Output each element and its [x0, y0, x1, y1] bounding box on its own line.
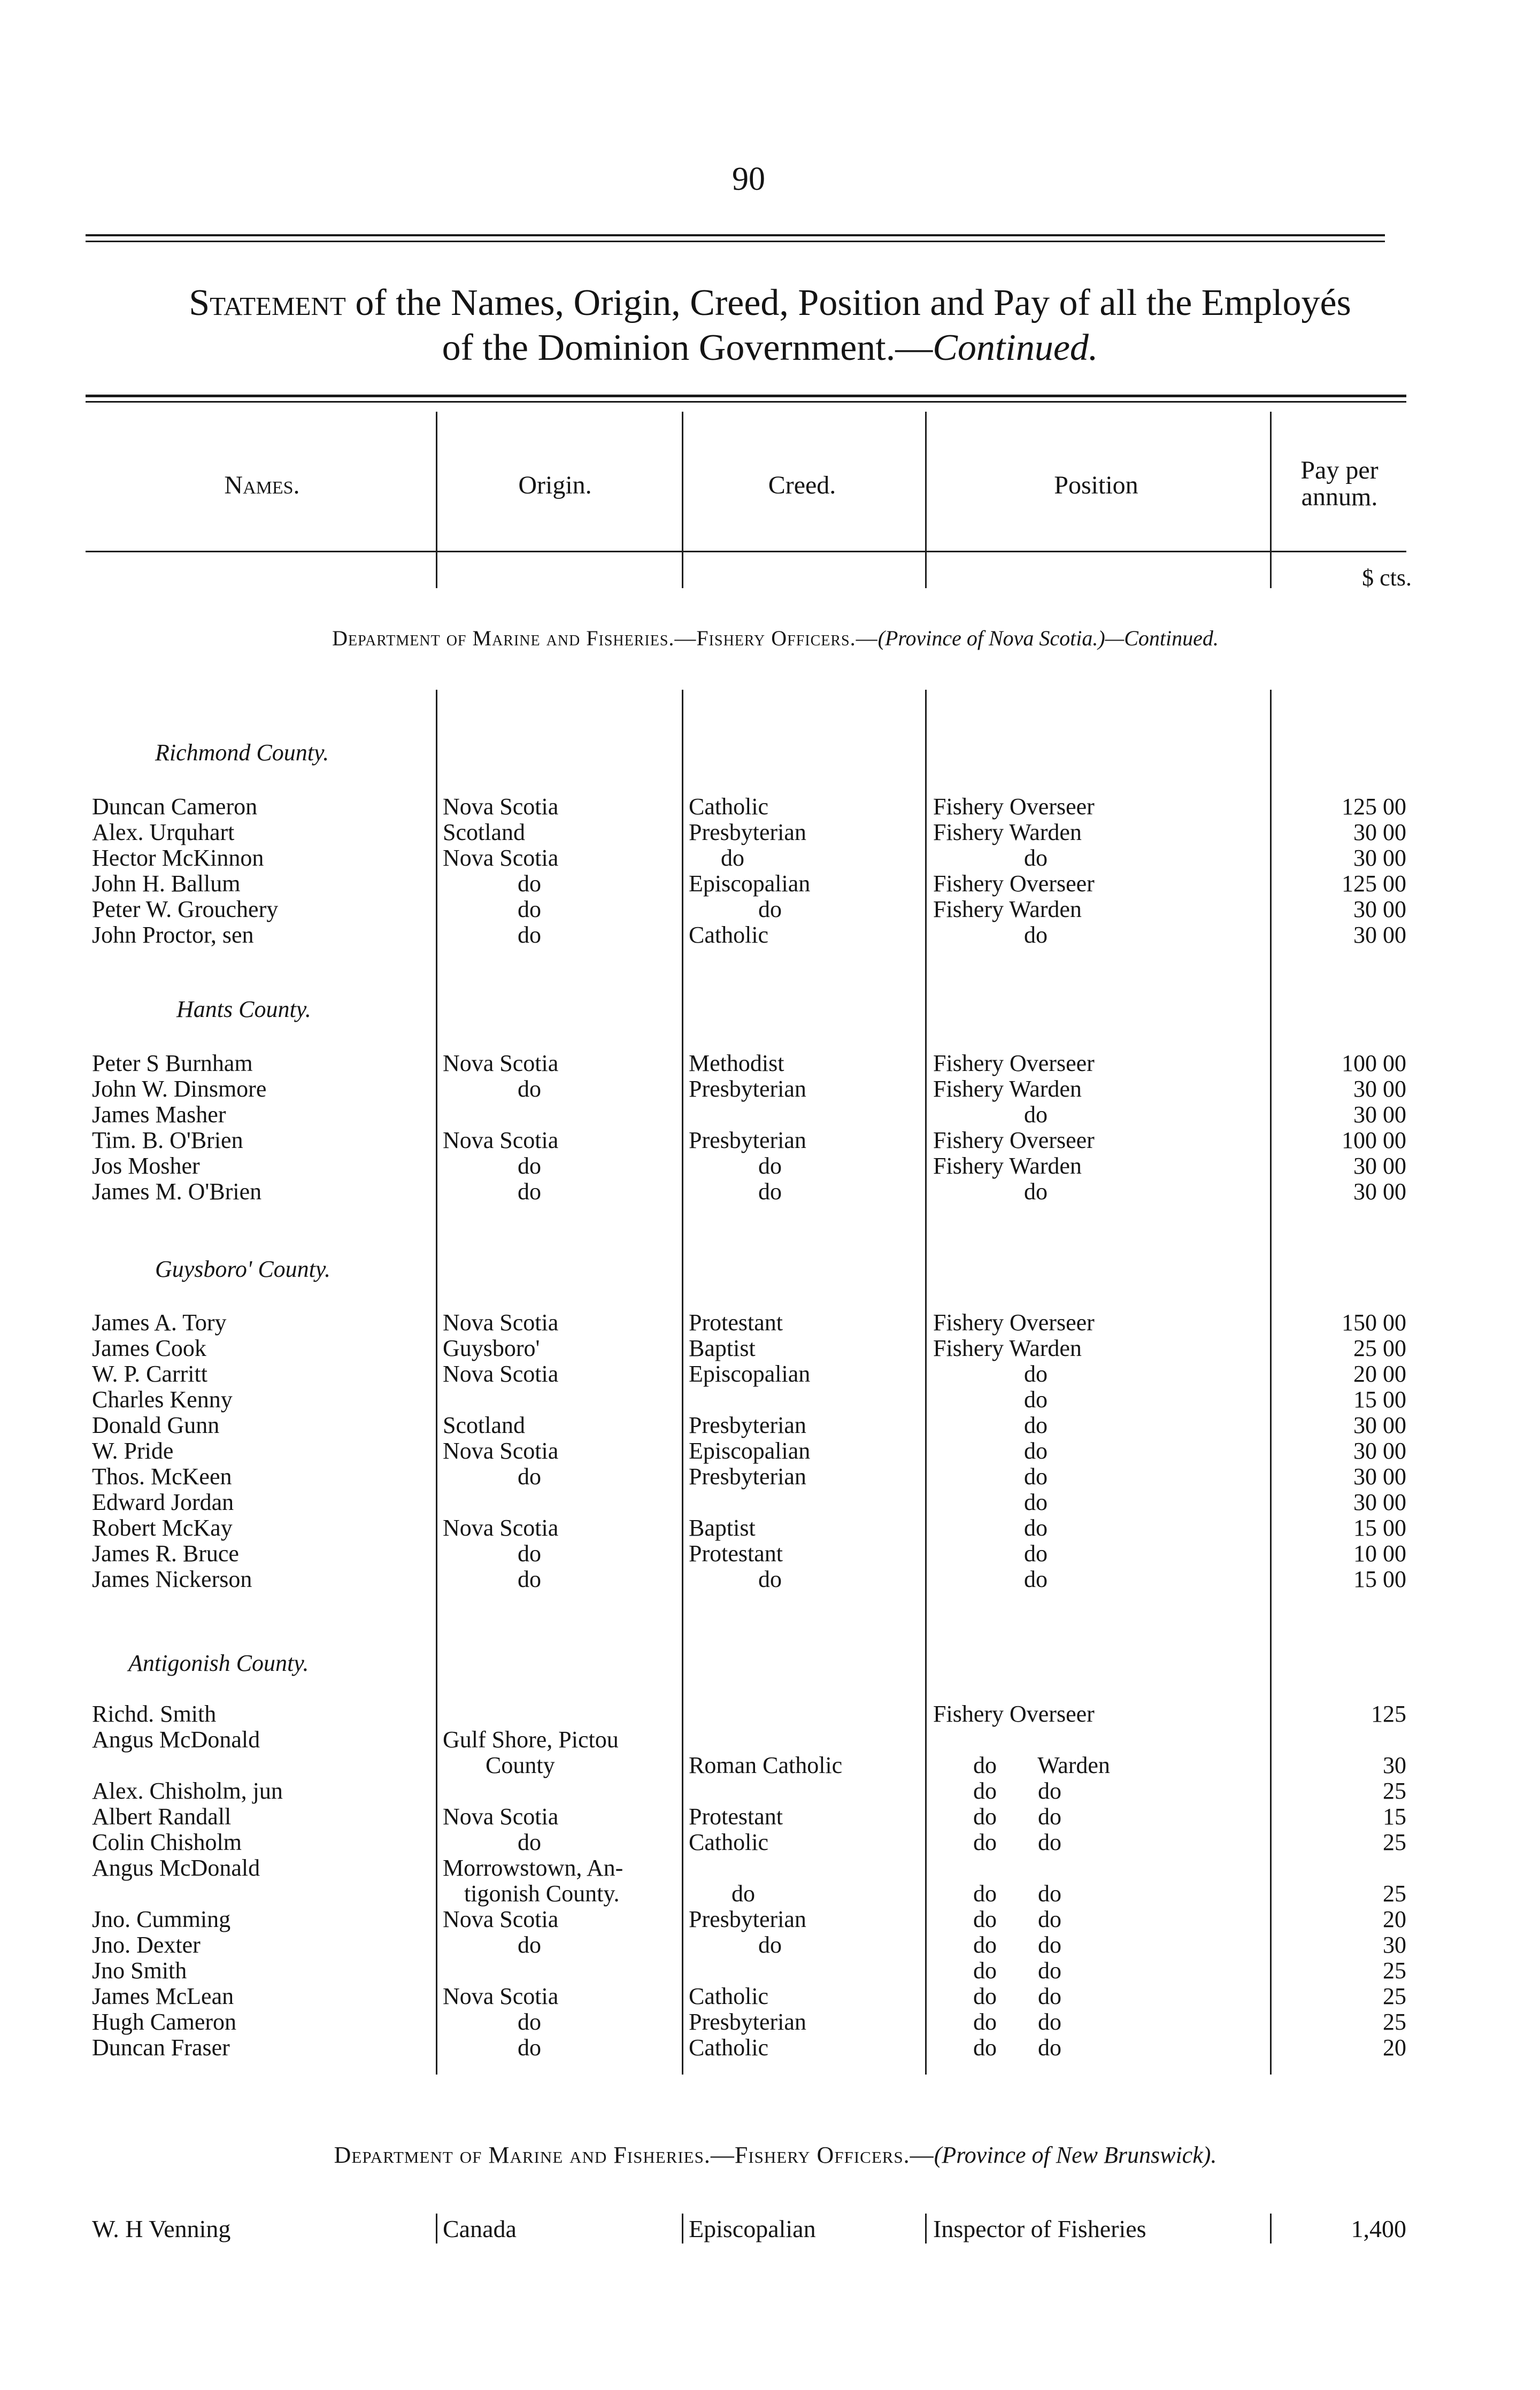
- cell-pay: 25: [1383, 2009, 1406, 2035]
- cell-position: do do: [973, 2009, 1061, 2035]
- cell-pay: 100 00: [1342, 1050, 1406, 1076]
- table-row: [0, 897, 1540, 922]
- table-row: [0, 1701, 1540, 1727]
- cell-pay: 25: [1383, 1983, 1406, 2009]
- table-row: [0, 1179, 1540, 1205]
- cell-position: do do: [973, 1957, 1061, 1984]
- table-row: [0, 1932, 1540, 1958]
- cell-creed: Presbyterian: [689, 1906, 806, 1932]
- table-row: [0, 1387, 1540, 1413]
- cell-position: do: [1024, 1386, 1048, 1413]
- cell-origin: Nova Scotia: [443, 793, 559, 820]
- cell-creed: Presbyterian: [689, 2009, 806, 2035]
- cell-creed: Presbyterian: [689, 819, 806, 845]
- cell-pay: 15 00: [1353, 1515, 1406, 1541]
- cell-name: Angus McDonald: [92, 1855, 260, 1881]
- table-row: [0, 1438, 1540, 1464]
- cell-name: John Proctor, sen: [92, 922, 254, 948]
- cell-pay: 150 00: [1342, 1309, 1406, 1336]
- title-lead: Statement: [189, 282, 346, 323]
- cell-name: James Nickerson: [92, 1566, 252, 1592]
- cell-origin: do: [518, 1566, 541, 1592]
- cell-pay: 25: [1383, 1778, 1406, 1804]
- table-row: [0, 1984, 1540, 2009]
- cell-origin: do: [518, 1932, 541, 1958]
- cell-pay: 20 00: [1353, 1361, 1406, 1387]
- cell-creed: Baptist: [689, 1515, 756, 1541]
- cell-pay: 125: [1371, 1701, 1406, 1727]
- cell-name: Tim. B. O'Brien: [92, 1127, 243, 1153]
- cell-position: Fishery Overseer: [933, 1050, 1095, 1076]
- cell-origin: Nova Scotia: [443, 845, 559, 871]
- department-heading-new-brunswick: [96, 2141, 1454, 2169]
- cell-position: do: [1024, 1101, 1048, 1128]
- title-continued: Continued.: [933, 327, 1098, 368]
- cell-origin: do: [518, 2034, 541, 2061]
- cell-name: John H. Ballum: [92, 870, 241, 897]
- cell-name: Colin Chisholm: [92, 1829, 242, 1855]
- cell-pay: 30 00: [1353, 1489, 1406, 1515]
- cell-origin: Nova Scotia: [443, 1438, 559, 1464]
- cell-position: do: [1024, 1463, 1048, 1490]
- cell-origin: Guysboro': [443, 1335, 540, 1361]
- cell-pay: 30 00: [1353, 896, 1406, 922]
- cell-origin: Scotland: [443, 819, 525, 845]
- table-row: [0, 2035, 1540, 2061]
- cell-name: Duncan Fraser: [92, 2034, 230, 2061]
- cell-pay: 30 00: [1353, 1076, 1406, 1102]
- cell-pay: 30 00: [1353, 1463, 1406, 1490]
- cell-creed: do: [732, 1880, 755, 1907]
- cell-position: Fishery Warden: [933, 1335, 1082, 1361]
- cell-pay: 15: [1383, 1803, 1406, 1830]
- header-divider-4: [1270, 412, 1272, 588]
- cell-name: Peter W. Grouchery: [92, 896, 279, 922]
- cell-pay: 20: [1383, 2034, 1406, 2061]
- cell-position: Fishery Overseer: [933, 1127, 1095, 1153]
- cell-name: Peter S Burnham: [92, 1050, 253, 1076]
- cell-origin: do: [518, 896, 541, 922]
- title-line1: of the Names, Origin, Creed, Position and Pay of all the Employés: [355, 282, 1351, 323]
- table-row: [0, 1567, 1540, 1592]
- cell-name: John W. Dinsmore: [92, 1076, 267, 1102]
- header-rule-top-2: [86, 401, 1406, 403]
- cell-origin: do: [518, 870, 541, 897]
- cell-position: do: [1024, 1515, 1048, 1541]
- table-row: [0, 845, 1540, 871]
- table-row: [0, 1881, 1540, 1907]
- cell-name: Charles Kenny: [92, 1386, 233, 1413]
- county-heading: Hants County.: [176, 996, 311, 1022]
- cell-position: Inspector of Fisheries: [933, 2215, 1146, 2242]
- cell-origin: tigonish County.: [464, 1880, 620, 1907]
- header-rule-bottom: [86, 551, 1406, 552]
- cell-origin: Nova Scotia: [443, 1127, 559, 1153]
- table-row: [0, 1153, 1540, 1179]
- table-row: [0, 1515, 1540, 1541]
- header-rule-top-1: [86, 395, 1406, 397]
- cell-origin: do: [518, 1540, 541, 1567]
- cell-creed: Presbyterian: [689, 1463, 806, 1490]
- table-row: [0, 1753, 1540, 1778]
- county-heading: Guysboro' County.: [155, 1256, 331, 1282]
- department-province: (Province of New Brunswick).: [934, 2142, 1217, 2168]
- top-rule-1: [86, 234, 1385, 236]
- cell-pay: 30 00: [1353, 922, 1406, 948]
- table-row: [0, 1804, 1540, 1830]
- cell-pay: 125 00: [1342, 793, 1406, 820]
- cell-position: do: [1024, 1178, 1048, 1205]
- cell-name: Richd. Smith: [92, 1701, 217, 1727]
- cell-position: do: [1024, 1540, 1048, 1567]
- table-row: [0, 794, 1540, 820]
- cell-origin: Scotland: [443, 1412, 525, 1438]
- cell-origin: do: [518, 1178, 541, 1205]
- table-row: [0, 820, 1540, 845]
- cell-position: do do: [973, 1829, 1061, 1855]
- cell-pay: 30 00: [1353, 819, 1406, 845]
- cell-pay: 15 00: [1353, 1566, 1406, 1592]
- cell-position: do: [1024, 1438, 1048, 1464]
- cell-position: do do: [973, 1906, 1061, 1932]
- table-row: [0, 1464, 1540, 1490]
- county-heading: Richmond County.: [155, 739, 329, 766]
- table-row: [0, 1727, 1540, 1753]
- cell-creed: Episcopalian: [689, 870, 811, 897]
- statement-title: [86, 281, 1454, 371]
- cell-name: James McLean: [92, 1983, 234, 2009]
- cell-position: Fishery Overseer: [933, 1309, 1095, 1336]
- cell-origin: do: [518, 2009, 541, 2035]
- nb-divider-2: [682, 2214, 683, 2243]
- cell-origin: Gulf Shore, Pictou: [443, 1726, 619, 1753]
- cell-position: do do: [973, 1778, 1061, 1804]
- table-row: [0, 1128, 1540, 1153]
- cell-creed: Protestant: [689, 1803, 783, 1830]
- cell-name: Jos Mosher: [92, 1153, 200, 1179]
- cell-position: do: [1024, 845, 1048, 871]
- cell-origin: do: [518, 1829, 541, 1855]
- cell-position: do: [1024, 1412, 1048, 1438]
- cell-position: do: [1024, 1566, 1048, 1592]
- cell-name: Hector McKinnon: [92, 845, 264, 871]
- cell-name: James R. Bruce: [92, 1540, 239, 1567]
- table-row: [0, 1076, 1540, 1102]
- table-row: [0, 1310, 1540, 1336]
- cell-pay: 25 00: [1353, 1335, 1406, 1361]
- cell-name: James Masher: [92, 1101, 226, 1128]
- cell-position: Fishery Warden: [933, 1153, 1082, 1179]
- cell-pay: 30 00: [1353, 1101, 1406, 1128]
- col-head-position: Position: [1054, 471, 1138, 499]
- cell-name: Donald Gunn: [92, 1412, 220, 1438]
- cell-position: Fishery Overseer: [933, 870, 1095, 897]
- cell-name: Jno. Dexter: [92, 1932, 201, 1958]
- cell-pay: 25: [1383, 1957, 1406, 1984]
- cell-pay: 1,400: [1351, 2215, 1406, 2242]
- cell-creed: Roman Catholic: [689, 1752, 843, 1778]
- cell-name: W. Pride: [92, 1438, 174, 1464]
- cell-position: do do: [973, 1803, 1061, 1830]
- cell-position: do Warden: [973, 1752, 1110, 1778]
- cell-origin: do: [518, 922, 541, 948]
- cell-pay: 125 00: [1342, 870, 1406, 897]
- cell-position: Fishery Warden: [933, 896, 1082, 922]
- table-row: [0, 2216, 1540, 2242]
- cell-origin: do: [518, 1076, 541, 1102]
- table-row: [0, 2009, 1540, 2035]
- cell-name: W. H Venning: [92, 2215, 231, 2242]
- cell-origin: do: [518, 1153, 541, 1179]
- cell-position: Fishery Overseer: [933, 793, 1095, 820]
- cell-pay: 20: [1383, 1906, 1406, 1932]
- page-number: 90: [732, 161, 765, 197]
- table-row: [0, 1830, 1540, 1855]
- table-row: [0, 1336, 1540, 1361]
- table-row: [0, 1541, 1540, 1567]
- cell-pay: 25: [1383, 1829, 1406, 1855]
- cell-pay: 10 00: [1353, 1540, 1406, 1567]
- cell-name: Robert McKay: [92, 1515, 233, 1541]
- cell-creed: do: [758, 1566, 782, 1592]
- cell-creed: Catholic: [689, 2034, 769, 2061]
- table-row: [0, 871, 1540, 897]
- department-province: (Province of Nova Scotia.)—Continued.: [877, 626, 1219, 650]
- top-rule-2: [86, 241, 1385, 242]
- cell-origin: do: [518, 1463, 541, 1490]
- col-head-pay-unit: $ cts.: [1362, 565, 1412, 591]
- cell-position: do: [1024, 1361, 1048, 1387]
- header-divider-3: [925, 412, 927, 588]
- cell-creed: Episcopalian: [689, 1438, 811, 1464]
- cell-creed: do: [758, 1153, 782, 1179]
- cell-creed: Protestant: [689, 1309, 783, 1336]
- cell-creed: do: [758, 1178, 782, 1205]
- cell-origin: Nova Scotia: [443, 1050, 559, 1076]
- cell-creed: Catholic: [689, 1983, 769, 2009]
- cell-name: Edward Jordan: [92, 1489, 234, 1515]
- cell-creed: do: [721, 845, 744, 871]
- cell-name: Jno Smith: [92, 1957, 187, 1984]
- cell-name: Duncan Cameron: [92, 793, 258, 820]
- table-row: [0, 922, 1540, 948]
- table-row: [0, 1051, 1540, 1076]
- cell-pay: 30 00: [1353, 845, 1406, 871]
- county-heading: Antigonish County.: [128, 1650, 309, 1676]
- cell-position: Fishery Overseer: [933, 1701, 1095, 1727]
- nb-divider-1: [436, 2214, 437, 2243]
- col-head-pay-line2: annum.: [1301, 483, 1378, 511]
- cell-name: Angus McDonald: [92, 1726, 260, 1753]
- department-text: Department of Marine and Fisheries.—Fishery Officers.—: [334, 2142, 934, 2168]
- cell-creed: do: [758, 1932, 782, 1958]
- cell-pay: 25: [1383, 1880, 1406, 1907]
- cell-creed: Presbyterian: [689, 1412, 806, 1438]
- cell-creed: do: [758, 896, 782, 922]
- table-row: [0, 1958, 1540, 1984]
- cell-creed: Catholic: [689, 793, 769, 820]
- cell-origin: Nova Scotia: [443, 1906, 559, 1932]
- cell-creed: Baptist: [689, 1335, 756, 1361]
- nb-divider-4: [1270, 2214, 1272, 2243]
- cell-pay: 30 00: [1353, 1153, 1406, 1179]
- cell-origin: County: [486, 1752, 555, 1778]
- col-head-origin: Origin.: [518, 471, 592, 499]
- cell-name: James A. Tory: [92, 1309, 227, 1336]
- cell-position: do: [1024, 1489, 1048, 1515]
- header-divider-2: [682, 412, 683, 588]
- cell-origin: Nova Scotia: [443, 1361, 559, 1387]
- cell-origin: Canada: [443, 2215, 517, 2242]
- cell-creed: Catholic: [689, 1829, 769, 1855]
- cell-position: do do: [973, 1880, 1061, 1907]
- table-row: [0, 1361, 1540, 1387]
- cell-creed: Episcopalian: [689, 1361, 811, 1387]
- cell-name: Thos. McKeen: [92, 1463, 232, 1490]
- cell-position: Fishery Warden: [933, 819, 1082, 845]
- department-text: Department of Marine and Fisheries.—Fishery Officers.—: [332, 626, 878, 650]
- col-head-pay: [1267, 457, 1412, 511]
- col-head-creed: Creed.: [768, 471, 836, 499]
- cell-origin: Nova Scotia: [443, 1983, 559, 2009]
- nb-divider-3: [925, 2214, 927, 2243]
- table-row: [0, 1102, 1540, 1128]
- cell-name: Albert Randall: [92, 1803, 232, 1830]
- cell-name: Alex. Urquhart: [92, 819, 235, 845]
- cell-position: do do: [973, 1932, 1061, 1958]
- cell-origin: Nova Scotia: [443, 1515, 559, 1541]
- cell-pay: 15 00: [1353, 1386, 1406, 1413]
- cell-creed: Episcopalian: [689, 2215, 816, 2242]
- title-line2: of the Dominion Government.—: [442, 327, 933, 368]
- table-row: [0, 1907, 1540, 1932]
- cell-creed: Presbyterian: [689, 1127, 806, 1153]
- col-head-names: Names.: [224, 471, 300, 499]
- cell-position: do do: [973, 1983, 1061, 2009]
- cell-position: do do: [973, 2034, 1061, 2061]
- cell-pay: 30: [1383, 1932, 1406, 1958]
- cell-origin: Morrowstown, An-: [443, 1855, 623, 1881]
- cell-creed: Catholic: [689, 922, 769, 948]
- cell-origin: Nova Scotia: [443, 1309, 559, 1336]
- table-row: [0, 1855, 1540, 1881]
- cell-creed: Methodist: [689, 1050, 784, 1076]
- cell-pay: 100 00: [1342, 1127, 1406, 1153]
- cell-pay: 30 00: [1353, 1178, 1406, 1205]
- cell-pay: 30: [1383, 1752, 1406, 1778]
- table-row: [0, 1413, 1540, 1438]
- cell-name: James Cook: [92, 1335, 206, 1361]
- cell-name: Jno. Cumming: [92, 1906, 231, 1932]
- cell-name: W. P. Carritt: [92, 1361, 207, 1387]
- table-row: [0, 1778, 1540, 1804]
- cell-creed: Presbyterian: [689, 1076, 806, 1102]
- cell-pay: 30 00: [1353, 1438, 1406, 1464]
- table-row: [0, 1490, 1540, 1515]
- cell-position: do: [1024, 922, 1048, 948]
- cell-name: James M. O'Brien: [92, 1178, 262, 1205]
- cell-creed: Protestant: [689, 1540, 783, 1567]
- cell-name: Hugh Cameron: [92, 2009, 237, 2035]
- header-divider-1: [436, 412, 437, 588]
- cell-position: Fishery Warden: [933, 1076, 1082, 1102]
- cell-name: Alex. Chisholm, jun: [92, 1778, 283, 1804]
- cell-origin: Nova Scotia: [443, 1803, 559, 1830]
- col-head-pay-line1: Pay per: [1300, 456, 1379, 484]
- cell-pay: 30 00: [1353, 1412, 1406, 1438]
- department-heading-nova-scotia: [96, 626, 1454, 651]
